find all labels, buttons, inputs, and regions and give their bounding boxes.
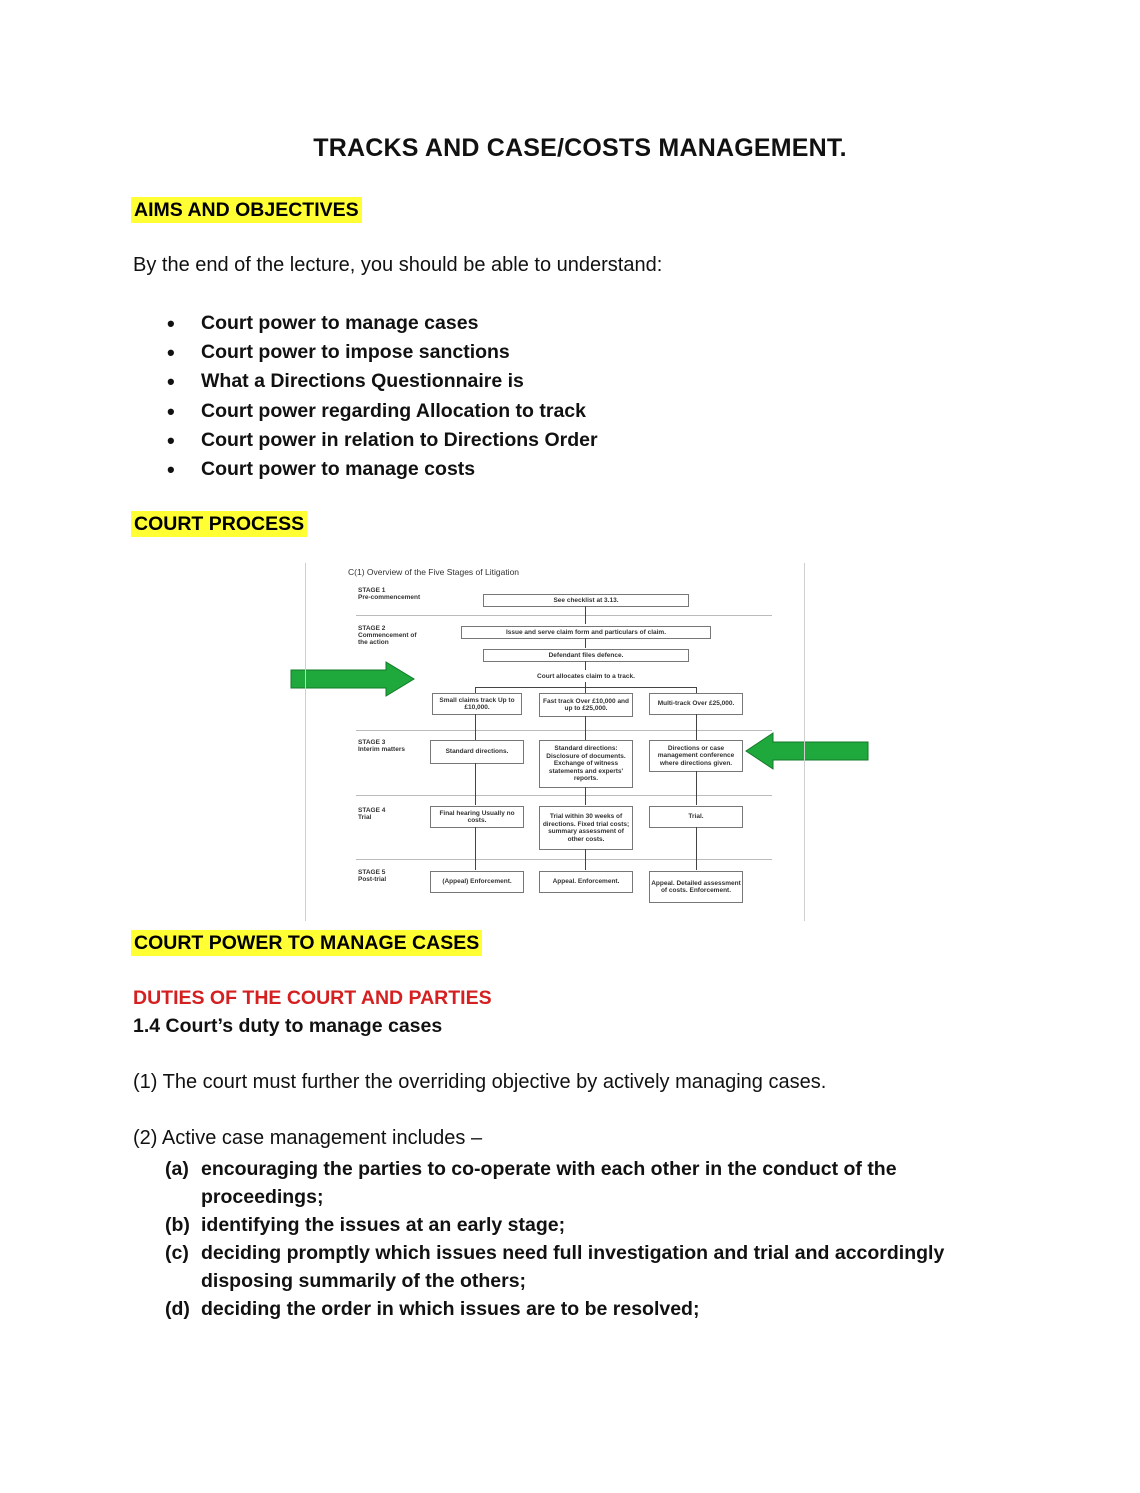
litigation-stages-diagram	[305, 563, 805, 921]
page-title: TRACKS AND CASE/COSTS MANAGEMENT.	[313, 134, 847, 162]
connector	[475, 714, 476, 740]
connector	[696, 714, 697, 740]
stage-label: STAGE 1 Pre-commencement	[358, 587, 421, 601]
multi-interim-box: Directions or case management conference where directions given.	[649, 740, 743, 772]
small-trial-box: Final hearing Usually no costs.	[430, 806, 524, 828]
aims-intro: By the end of the lecture, you should be able to understand:	[133, 254, 663, 276]
connector	[585, 661, 586, 670]
multi-post-box: Appeal. Detailed assessment of costs. Enforcement.	[649, 871, 743, 903]
stage-label: STAGE 2 Commencement of the action	[358, 625, 417, 646]
defence-box: Defendant files defence.	[483, 649, 689, 662]
aims-heading: AIMS AND OBJECTIVES	[131, 197, 362, 223]
multi-trial-box: Trial.	[649, 806, 743, 828]
fast-interim-box: Standard directions: Disclosure of documents. Exchange of witness statements and experts' reports.	[539, 740, 633, 788]
paragraph-1: (1) The court must further the overriding objective by actively managing cases.	[133, 1071, 827, 1093]
connector	[585, 638, 586, 648]
small-post-box: (Appeal) Enforcement.	[430, 871, 524, 893]
divider	[356, 795, 772, 796]
allocate-box: Court allocates claim to a track.	[483, 671, 689, 683]
diagram-title: C(1) Overview of the Five Stages of Litigation	[348, 567, 520, 577]
rule-title: 1.4 Court’s duty to manage cases	[133, 1015, 443, 1037]
connector	[585, 682, 586, 693]
list-item: • Court power to manage cases	[165, 309, 598, 338]
duties-heading: DUTIES OF THE COURT AND PARTIES	[133, 987, 492, 1009]
divider	[356, 615, 772, 616]
list-item: • What a Directions Questionnaire is	[165, 367, 598, 396]
list-item: • Court power in relation to Directions Order	[165, 426, 598, 455]
manage-cases-heading: COURT POWER TO MANAGE CASES	[131, 930, 482, 956]
checklist-box: See checklist at 3.13.	[483, 594, 689, 607]
multi-track-box: Multi-track Over £25,000.	[649, 693, 743, 715]
list-item: (a) encouraging the parties to co-operate with each other in the conduct of the proceedings;	[165, 1158, 897, 1208]
stage-label: STAGE 5 Post-trial	[358, 869, 387, 883]
objectives-list	[165, 309, 598, 484]
paragraph-2: (2) Active case management includes –	[133, 1127, 483, 1149]
stage-label: STAGE 3 Interim matters	[358, 739, 405, 753]
small-claims-box: Small claims track Up to £10,000.	[432, 693, 522, 715]
stage-label: STAGE 4 Trial	[358, 807, 386, 821]
connector	[696, 827, 697, 870]
connector	[585, 787, 586, 805]
connector	[585, 849, 586, 870]
case-management-list	[165, 1155, 985, 1323]
list-item: (c) deciding promptly which issues need full investigation and trial and accordingly disposing summarily of the others;	[165, 1242, 945, 1292]
list-item: • Court power to manage costs	[165, 455, 598, 484]
fast-track-box: Fast track Over £10,000 and up to £25,000.	[539, 693, 633, 717]
connector	[585, 716, 586, 740]
fast-post-box: Appeal. Enforcement.	[539, 871, 633, 893]
list-item: (d) deciding the order in which issues are to be resolved;	[165, 1298, 700, 1320]
divider	[356, 859, 772, 860]
list-item: (b) identifying the issues at an early stage;	[165, 1214, 566, 1236]
list-item: • Court power regarding Allocation to track	[165, 397, 598, 426]
connector	[696, 771, 697, 805]
connector	[475, 827, 476, 870]
court-process-heading: COURT PROCESS	[131, 511, 307, 537]
fast-trial-box: Trial within 30 weeks of directions. Fixed trial costs; summary assessment of other costs.	[539, 806, 633, 850]
divider	[356, 730, 772, 731]
list-item: • Court power to impose sanctions	[165, 338, 598, 367]
small-interim-box: Standard directions.	[430, 740, 524, 764]
issue-box: Issue and serve claim form and particulars of claim.	[461, 626, 711, 639]
connector	[475, 763, 476, 805]
connector	[585, 606, 586, 624]
